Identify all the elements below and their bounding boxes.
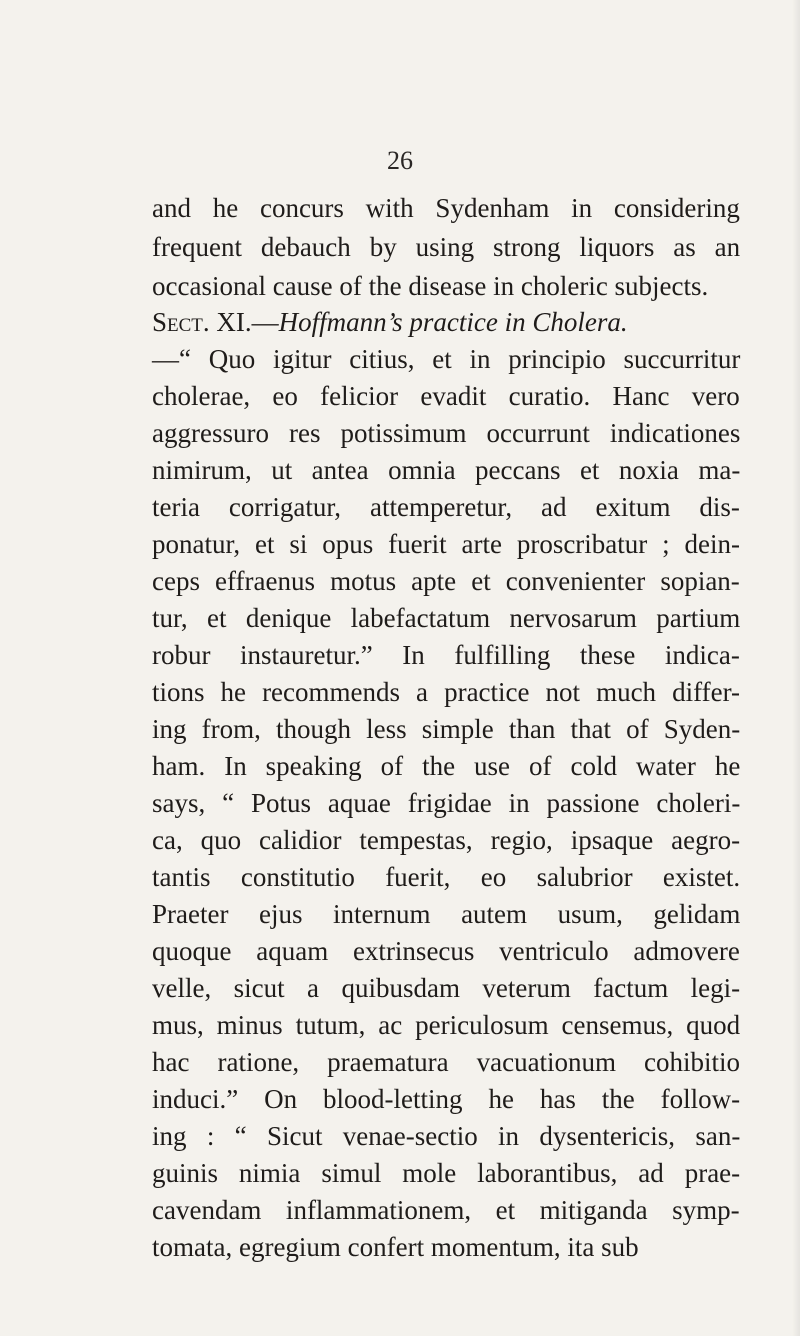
text-line: tantis constitutio fuerit, eo salubrior existet. [152,862,741,892]
section-dash: — [251,307,279,337]
text-line: aggressuro res potissimum occurrunt indicationes [152,418,741,448]
text-line: says, “ Potus aquae frigidae in passione choleri- [152,788,741,818]
text-line: quoque aquam extrinsecus ventriculo admovere [152,936,740,966]
text-line: Praeter ejus internum autem usum, gelidam [152,899,741,929]
text-line: ing : “ Sicut venae-sectio in dysentericis, san- [152,1121,741,1151]
section-label: Sect. XI. [152,307,252,337]
text-line: guinis nimia simul mole laborantibus, ad prae- [152,1158,741,1188]
text-line: ca, quo calidior tempestas, regio, ipsaque aegro- [152,825,741,855]
text-line: —“ Quo igitur citius, et in principio succurritur [152,344,741,374]
text-line: occasional cause of the disease in choleric subjects. [152,271,709,301]
text-line: nimirum, ut antea omnia peccans et noxia ma- [152,455,741,485]
text-line: robur instauretur.” In fulfilling these indica- [152,640,740,670]
page-edge-shadow [792,0,800,1336]
text-line: mus, minus tutum, ac periculosum censemus, quod [152,1010,741,1040]
text-line: ceps effraenus motus apte et convenienter sopian- [152,566,740,596]
text-line: and he concurs with Sydenham in considering [152,193,740,223]
text-line: tur, et denique labefactatum nervosarum partium [152,603,741,633]
text-line: cavendam inflammationem, et mitiganda symp- [152,1195,740,1225]
text-line: cholerae, eo felicior evadit curatio. Hanc vero [152,381,740,411]
text-line: hac ratione, praematura vacuationum cohibitio [152,1047,741,1077]
text-line: frequent debauch by using strong liquors as an [152,232,741,262]
text-line: tomata, egregium confert momentum, ita sub [152,1232,639,1262]
text-line: induci.” On blood-letting he has the follow- [152,1084,741,1114]
text-line: teria corrigatur, attemperetur, ad exitum dis- [152,492,740,522]
section-title: Hoffmann’s practice in Cholera. [278,307,628,337]
text-line: ponatur, et si opus fuerit arte proscribatur ; dein- [152,529,741,559]
text-line: tions he recommends a practice not much differ- [152,677,741,707]
section-heading [152,304,628,340]
text-line: velle, sicut a quibusdam veterum factum legi- [152,973,741,1003]
text-line: ham. In speaking of the use of cold water he [152,751,741,781]
text-line: ing from, though less simple than that of Syden- [152,714,741,744]
page-number: 26 [387,146,413,175]
